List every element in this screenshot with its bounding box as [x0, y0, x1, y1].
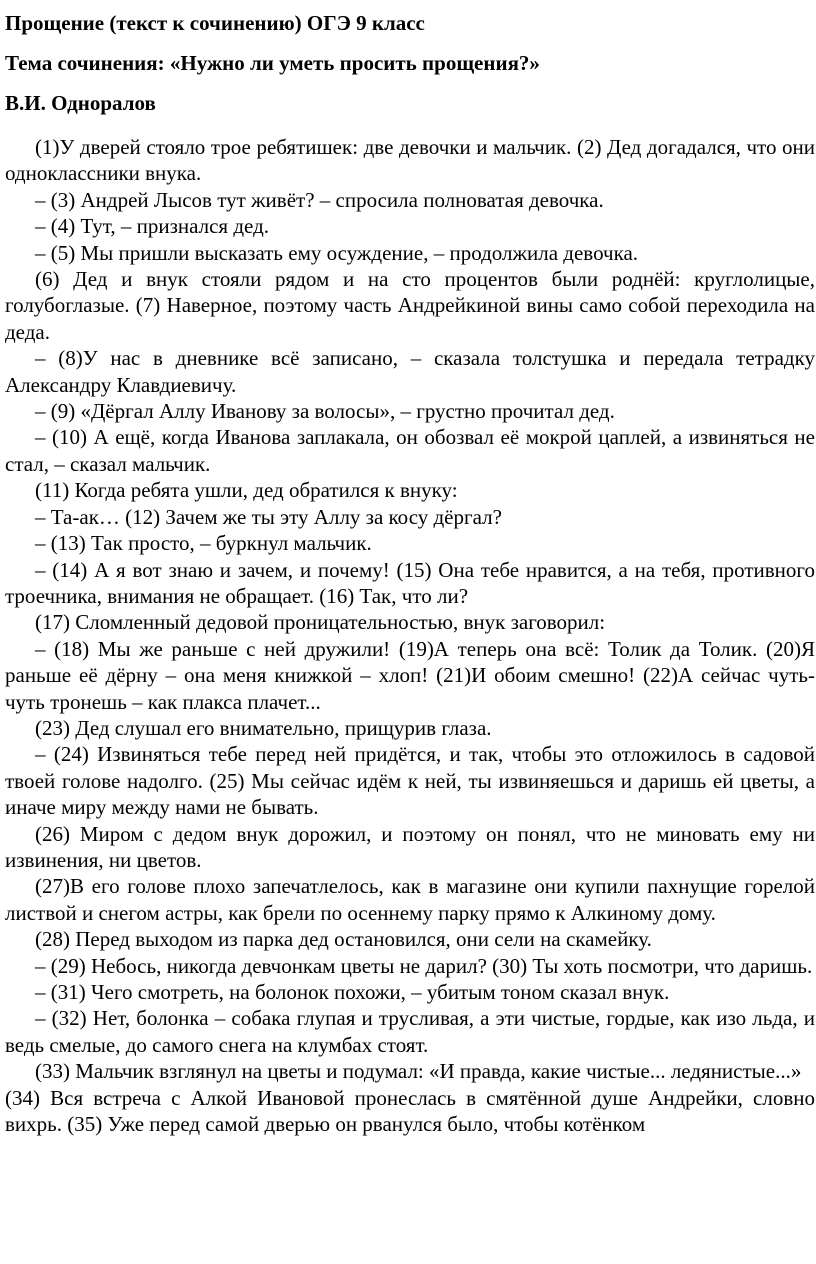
paragraph: – (14) А я вот знаю и зачем, и почему! (15) Она тебе нравится, а на тебя, противного троечника, внимания не обращает. (16) Так, что ли? [5, 557, 815, 608]
paragraph: (27)В его голове плохо запечатлелось, как в магазине они купили пахнущие горелой листвой и снегом астры, как брели по осеннему парку прямо к Алкиному дому. [5, 874, 815, 925]
paragraph: – (18) Мы же раньше с ней дружили! (19)А теперь она всё: Толик да Толик. (20)Я раньше её дёрну – она меня книжкой – хлоп! (21)И обоим смешно! (22)А сейчас чуть-чуть тронешь – как плакса плачет... [5, 636, 815, 714]
paragraph: (17) Сломленный дедовой проницательностью, внук заговорил: [35, 610, 606, 635]
story-text [5, 134, 815, 1137]
author-name: В.И. Одноралов [5, 91, 156, 115]
paragraph: – (5) Мы пришли высказать ему осуждение, – продолжила девочка. [35, 240, 639, 265]
paragraph: – (29) Небось, никогда девчонкам цветы не дарил? (30) Ты хоть посмотри, что даришь. [35, 953, 813, 978]
paragraph: (33) Мальчик взглянул на цветы и подумал: «И правда, какие чистые... ледянистые...» [35, 1059, 802, 1084]
paragraph: (26) Миром с дедом внук дорожил, и поэтому он понял, что не миновать ему ни извинения, ни цветов. [5, 821, 815, 872]
paragraph: – (13) Так просто, – буркнул мальчик. [35, 531, 372, 556]
paragraph: – Та-ак… (12) Зачем же ты эту Аллу за косу дёргал? [35, 504, 502, 529]
paragraph: (1)У дверей стояло трое ребятишек: две девочки и мальчик. (2) Дед догадался, что они одноклассники внука. [5, 135, 815, 186]
paragraph: – (31) Чего смотреть, на болонок похожи, – убитым тоном сказал внук. [35, 980, 670, 1004]
paragraph: (23) Дед слушал его внимательно, прищурив глаза. [35, 715, 492, 740]
paragraph: (6) Дед и внук стояли рядом и на сто процентов были роднёй: круглолицые, голубоглазые. (7) Наверное, поэтому часть Андрейкиной вины само собой переходила на деда. [5, 267, 815, 344]
paragraph: – (8)У нас в дневнике всё записано, – сказала толстушка и передала тетрадку Александру Клавдиевичу. [5, 346, 815, 397]
paragraph: – (9) «Дёргал Аллу Иванову за волосы», – грустно прочитал дед. [35, 399, 615, 424]
paragraph: – (10) А ещё, когда Иванова заплакала, он обозвал её мокрой цаплей, а извиняться не стал, – сказал мальчик. [5, 425, 815, 476]
paragraph: (28) Перед выходом из парка дед остановился, они сели на скамейку. [35, 927, 652, 952]
paragraph: (34) Вся встреча с Алкой Ивановой пронеслась в смятённой душе Андрейки, словно вихрь. (35) Уже перед самой дверью он рванулся было, чтобы котёнком [5, 1085, 815, 1137]
essay-topic: Тема сочинения: «Нужно ли уметь просить прощения?» [5, 51, 540, 75]
paragraph: – (32) Нет, болонка – собака глупая и трусливая, а эти чистые, гордые, как изо льда, и ведь смелые, до самого снега на клумбах стоят. [5, 1006, 815, 1057]
paragraph: (11) Когда ребята ушли, дед обратился к внуку: [35, 478, 458, 503]
paragraph: – (24) Извиняться тебе перед ней придётся, и так, чтобы это отложилось в садовой твоей голове надолго. (25) Мы сейчас идём к ней, ты извиняешься и даришь ей цветы, а иначе миру между нами не бывать. [5, 742, 815, 820]
paragraph: – (3) Андрей Лысов тут живёт? – спросила полноватая девочка. [35, 187, 604, 212]
document-title: Прощение (текст к сочинению) ОГЭ 9 класс [5, 11, 425, 35]
paragraph: – (4) Тут, – признался дед. [35, 214, 270, 239]
